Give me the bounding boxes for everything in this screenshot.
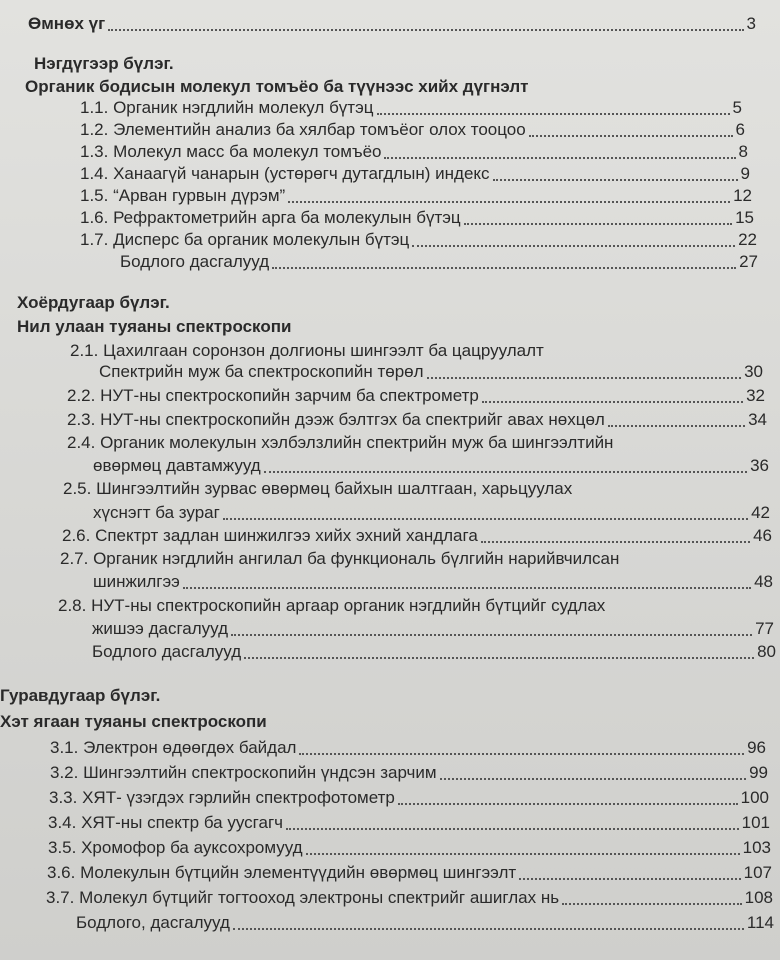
toc-entry: [92, 642, 776, 664]
toc-page-number: 8: [738, 142, 748, 161]
dot-leader: [288, 200, 730, 203]
dot-leader: [562, 902, 742, 905]
toc-page-number: 46: [753, 526, 772, 545]
toc-entry: [48, 838, 771, 860]
toc-entry: [62, 526, 772, 548]
toc-entry: [80, 208, 754, 230]
dot-leader: [264, 470, 747, 473]
toc-page-number: 77: [755, 619, 774, 638]
toc-page-number: 5: [732, 98, 742, 117]
dot-leader: [231, 633, 752, 636]
chapter-2-title: Нил улаан туяаны спектроскопи: [17, 317, 292, 336]
toc-entry-title: 2.8. НУТ-ны спектроскопийн аргаар органик нэгдлийн бүтцийг судлах: [58, 596, 606, 615]
toc-entry-title: Бодлого дасгалууд: [120, 252, 270, 271]
toc-entry-preface: [28, 14, 756, 36]
dot-leader: [384, 156, 735, 159]
dot-leader: [223, 517, 748, 520]
toc-entry-title: 1.1. Органик нэгдлийн молекул бүтэц: [80, 98, 374, 117]
toc-entry: [99, 362, 763, 384]
dot-leader: [529, 134, 733, 137]
toc-entry-title: 3.4. ХЯТ-ны спектр ба уусгагч: [48, 813, 283, 832]
toc-page-number: 108: [744, 888, 773, 907]
dot-leader: [412, 244, 735, 247]
toc-entry: [92, 619, 774, 641]
toc-entry-title: өвөрмөц давтамжууд: [93, 456, 261, 475]
toc-entry-title: 2.7. Органик нэгдлийн ангилал ба функциональ бүлгийн нарийвчилсан: [60, 549, 620, 568]
toc-page-number: 3: [746, 14, 756, 33]
toc-page-number: 9: [740, 164, 750, 183]
dot-leader: [377, 112, 730, 115]
dot-leader: [244, 656, 754, 659]
toc-entry-title: 3.7. Молекул бүтцийг тогтооход электроны спектрийг ашиглах нь: [46, 888, 560, 907]
toc-entry: [120, 252, 758, 274]
toc-entry: [50, 763, 768, 785]
chapter-1-title: Органик бодисын молекул томъёо ба түүнээс хийх дүгнэлт: [25, 77, 529, 96]
toc-entry-title: 1.2. Элементийн анализ ба хялбар томъёог олох тооцоо: [80, 120, 526, 139]
toc-entry: [93, 456, 769, 478]
chapter-1-label: Нэгдүгээр бүлэг.: [34, 54, 174, 73]
toc-entry-title: 2.3. НУТ-ны спектроскопийн дээж бэлтгэх ба спектрийг авах нөхцөл: [67, 410, 605, 429]
toc-page-number: 48: [754, 572, 773, 591]
dot-leader: [398, 802, 738, 805]
dot-leader: [519, 877, 740, 880]
toc-entry-title: 1.4. Ханаагүй чанарын (устөрөгч дутагдлын) индекс: [80, 164, 490, 183]
dot-leader: [493, 178, 738, 181]
dot-leader: [440, 777, 747, 780]
toc-entry: [80, 230, 757, 252]
toc-entry-title: 1.7. Дисперс ба органик молекулын бүтэц: [80, 230, 410, 249]
toc-page-number: 42: [751, 503, 770, 522]
dot-leader: [482, 400, 743, 403]
toc-page-number: 100: [740, 788, 769, 807]
toc-entry: [67, 386, 765, 408]
dot-leader: [286, 827, 739, 830]
toc-page-number: 36: [750, 456, 769, 475]
toc-entry-title: 3.3. ХЯТ- үзэгдэх гэрлийн спектрофотометр: [49, 788, 395, 807]
toc-entry-title: шинжилгээ: [93, 572, 180, 591]
dot-leader: [272, 266, 736, 269]
toc-entry: [50, 738, 766, 760]
toc-entry-title: 3.2. Шингээлтийн спектроскопийн үндсэн зарчим: [50, 763, 437, 782]
dot-leader: [233, 927, 744, 930]
toc-entry-title: Бодлого дасгалууд: [92, 642, 242, 661]
toc-page-number: 15: [735, 208, 754, 227]
toc-entry-title: 3.5. Хромофор ба ауксохромууд: [48, 838, 303, 857]
toc-entry-title: жишээ дасгалууд: [92, 619, 229, 638]
toc-page-number: 34: [748, 410, 767, 429]
toc-entry: [48, 813, 770, 835]
toc-entry: [47, 863, 772, 885]
toc-entry-title: 2.2. НУТ-ны спектроскопийн зарчим ба спектрометр: [67, 386, 479, 405]
toc-page-number: 12: [733, 186, 752, 205]
toc-entry: [46, 888, 773, 910]
toc-page-number: 22: [738, 230, 757, 249]
toc-entry-title: Өмнөх үг: [28, 14, 106, 33]
toc-entry: [67, 410, 767, 432]
toc-page-number: 99: [749, 763, 768, 782]
toc-entry-title: Спектрийн муж ба спектроскопийн төрөл: [99, 362, 424, 381]
toc-page-number: 103: [742, 838, 771, 857]
toc-entry-title: 3.1. Электрон өдөөгдөх байдал: [50, 738, 297, 757]
dot-leader: [299, 752, 744, 755]
chapter-3-title: Хэт ягаан туяаны спектроскопи: [0, 712, 267, 731]
toc-page-number: 6: [735, 120, 745, 139]
toc-entry: [93, 572, 773, 594]
toc-entry-title: Бодлого, дасгалууд: [76, 913, 230, 932]
toc-entry-title: 3.6. Молекулын бүтцийн элементүүдийн өвөрмөц шингээлт: [47, 863, 517, 882]
toc-entry-title: 1.6. Рефрактометрийн арга ба молекулын бүтэц: [80, 208, 461, 227]
toc-entry-title: 2.4. Органик молекулын хэлбэлзлийн спектрийн муж ба шингээлтийн: [67, 433, 614, 452]
dot-leader: [427, 376, 742, 379]
dot-leader: [306, 852, 740, 855]
chapter-3-label: Гуравдугаар бүлэг.: [0, 686, 161, 705]
dot-leader: [608, 424, 745, 427]
toc-page-number: 27: [739, 252, 758, 271]
toc-page-number: 30: [744, 362, 763, 381]
toc-page-number: 96: [747, 738, 766, 757]
toc-entry: [80, 98, 742, 120]
toc-page-number: 101: [741, 813, 770, 832]
toc-entry: [76, 913, 774, 935]
toc-page-number: 114: [746, 913, 774, 932]
toc-page-number: 107: [743, 863, 772, 882]
toc-page-number: 32: [746, 386, 765, 405]
toc-entry-title: 1.5. “Арван гурвын дүрэм”: [80, 186, 286, 205]
toc-entry: [80, 164, 750, 186]
dot-leader: [464, 222, 732, 225]
toc-entry-title: 2.1. Цахилгаан соронзон долгионы шингээлт ба цацруулалт: [70, 341, 544, 360]
toc-entry: [80, 142, 748, 164]
toc-entry: [49, 788, 769, 810]
toc-entry: [93, 503, 770, 525]
dot-leader: [481, 540, 750, 543]
toc-entry: [80, 186, 752, 208]
toc-entry-title: 2.5. Шингээлтийн зурвас өвөрмөц байхын шалтгаан, харьцуулах: [63, 479, 573, 498]
toc-entry-title: 1.3. Молекул масс ба молекул томъёо: [80, 142, 382, 161]
toc-entry: [80, 120, 745, 142]
dot-leader: [183, 586, 751, 589]
toc-page-number: 80: [757, 642, 776, 661]
toc-entry-title: хүснэгт ба зураг: [93, 503, 220, 522]
dot-leader: [108, 28, 743, 31]
chapter-2-label: Хоёрдугаар бүлэг.: [17, 293, 170, 312]
toc-entry-title: 2.6. Спектрт задлан шинжилгээ хийх эхний хандлага: [62, 526, 478, 545]
